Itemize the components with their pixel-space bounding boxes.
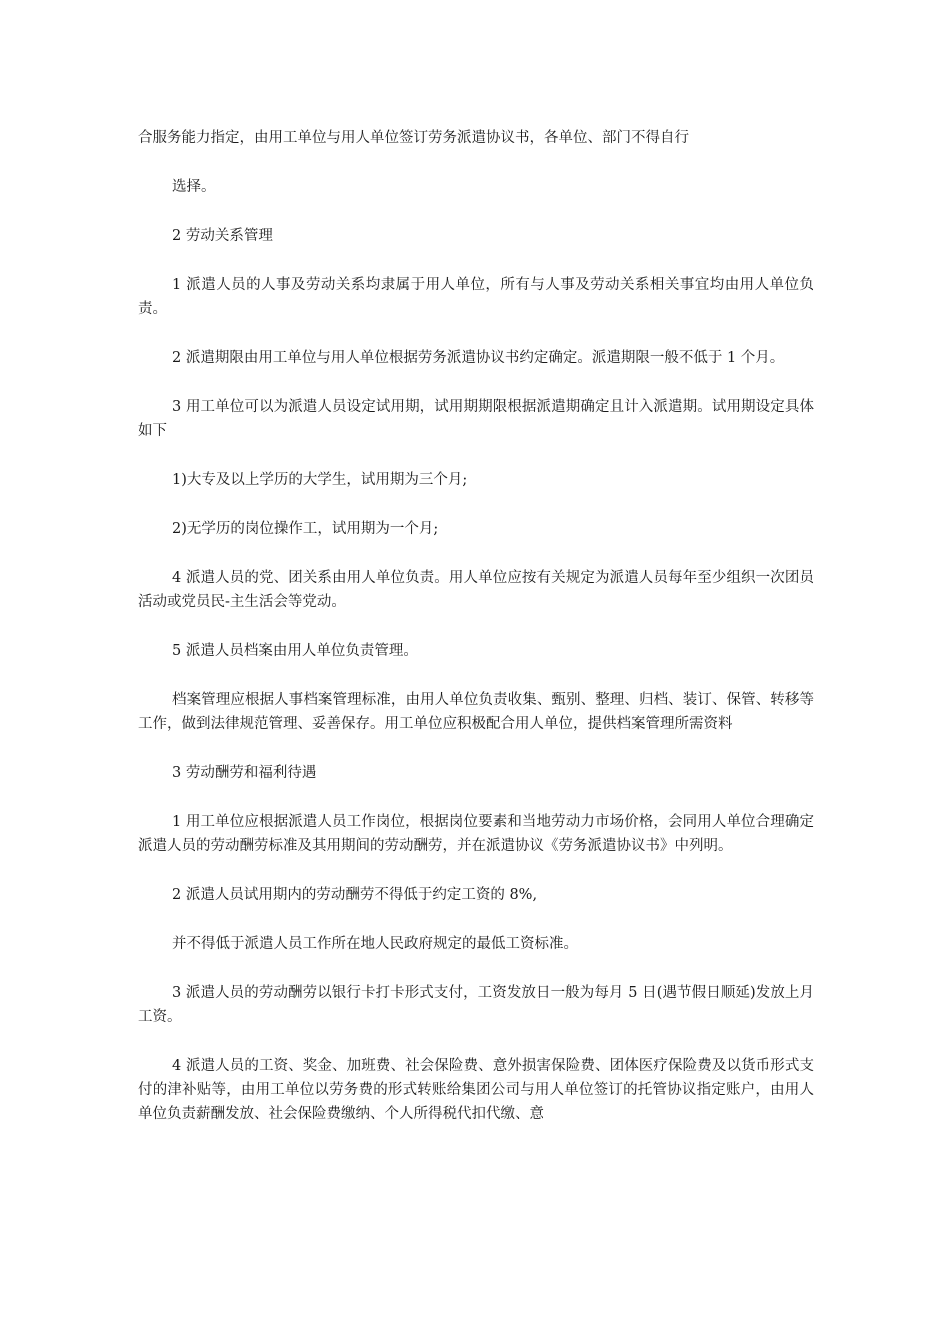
paragraph-item: 档案管理应根据人事档案管理标准，由用人单位负责收集、甄别、整理、归档、装订、保管、转移等工作，做到法律规范管理、妥善保存。用工单位应积极配合用人单位，提供档案管理所需资料 <box>138 692 814 732</box>
section-heading-compensation: 3 劳动酬劳和福利待遇 <box>172 765 317 781</box>
paragraph-item: 2 派遣人员试用期内的劳动酬劳不得低于约定工资的 8%, <box>172 887 538 903</box>
paragraph-item: 1 派遣人员的人事及劳动关系均隶属于用人单位，所有与人事及劳动关系相关事宜均由用人单位负责。 <box>138 277 814 317</box>
list-item: 1)大专及以上学历的大学生，试用期为三个月; <box>172 472 468 488</box>
paragraph-item: 2 派遣期限由用工单位与用人单位根据劳务派遣协议书约定确定。派遣期限一般不低于 1 个月。 <box>172 350 785 366</box>
paragraph-item: 3 用工单位可以为派遣人员设定试用期，试用期期限根据派遣期确定且计入派遣期。试用期设定具体如下 <box>138 399 814 439</box>
document-page <box>138 126 814 1126</box>
list-item: 2)无学历的岗位操作工，试用期为一个月; <box>172 521 439 537</box>
paragraph-continuation: 合服务能力指定，由用工单位与用人单位签订劳务派遣协议书，各单位、部门不得自行 <box>138 130 689 146</box>
section-heading-labor-relations: 2 劳动关系管理 <box>172 228 273 244</box>
paragraph-select: 选择。 <box>172 179 216 195</box>
paragraph-item: 4 派遣人员的工资、奖金、加班费、社会保险费、意外损害保险费、团体医疗保险费及以货币形式支付的津补贴等，由用工单位以劳务费的形式转账给集团公司与用人单位签订的托管协议指定账户，由用人单位负责薪酬发放、社会保险费缴纳、个人所得税代扣代缴、意 <box>138 1058 814 1122</box>
paragraph-item: 5 派遣人员档案由用人单位负责管理。 <box>172 643 418 659</box>
paragraph-item: 4 派遣人员的党、团关系由用人单位负责。用人单位应按有关规定为派遣人员每年至少组织一次团员活动或党员民-主生活会等党动。 <box>138 570 814 610</box>
paragraph-item: 并不得低于派遣人员工作所在地人民政府规定的最低工资标准。 <box>172 936 578 952</box>
paragraph-item: 3 派遣人员的劳动酬劳以银行卡打卡形式支付，工资发放日一般为每月 5 日(遇节假日顺延)发放上月工资。 <box>138 985 814 1025</box>
paragraph-item: 1 用工单位应根据派遣人员工作岗位，根据岗位要素和当地劳动力市场价格，会同用人单位合理确定派遣人员的劳动酬劳标准及其用期间的劳动酬劳，并在派遣协议《劳务派遣协议书》中列明。 <box>138 814 814 854</box>
